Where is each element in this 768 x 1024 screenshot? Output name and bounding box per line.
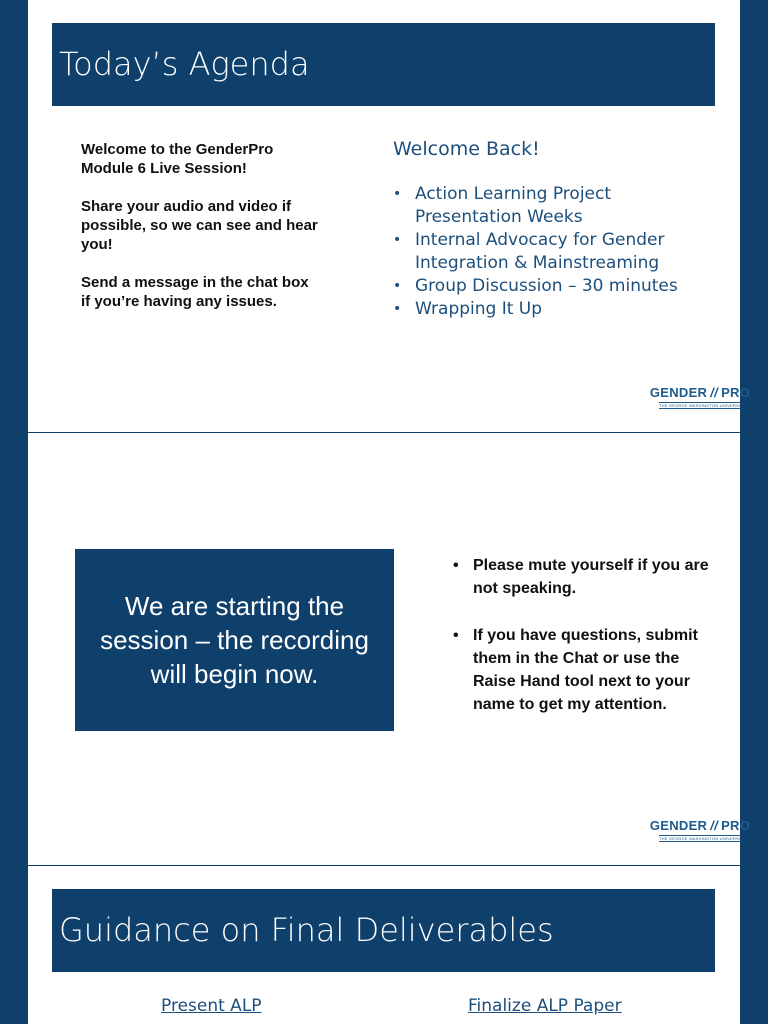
welcome-heading: Welcome Back! [393, 138, 540, 160]
agenda-item: • Internal Advocacy for Gender Integration & Mainstreaming [393, 230, 665, 273]
genderpro-logo: GENDER // PRO THE GEORGE WASHINGTON UNIVERSITY [649, 385, 751, 408]
recording-notice-text: We are starting the session – the recording will begin now. [100, 591, 369, 689]
bullet-icon: • [393, 301, 402, 317]
agenda-item: • Wrapping It Up [393, 299, 543, 319]
genderpro-logo: GENDER // PRO THE GEORGE WASHINGTON UNIVERSITY [649, 818, 751, 841]
instruction-paragraph: Send a message in the chat box if you’re having any issues. [81, 274, 309, 310]
recording-notice-box [75, 549, 394, 731]
agenda-list [393, 183, 723, 321]
slide-session-start [28, 433, 751, 865]
slide-title: Guidance on Final Deliverables [52, 889, 715, 972]
bullet-icon: • [453, 557, 459, 574]
session-rules-list [453, 554, 723, 740]
instruction-paragraph: Welcome to the GenderPro Module 6 Live Session! [81, 141, 274, 177]
bullet-icon: • [393, 278, 402, 294]
agenda-item: • Group Discussion – 30 minutes [393, 276, 678, 296]
finalize-alp-paper-link[interactable]: Finalize ALP Paper [468, 996, 622, 1016]
bullet-icon: • [393, 232, 402, 248]
bullet-icon: • [393, 186, 402, 202]
slide-final-deliverables [28, 866, 740, 1024]
welcome-instructions [81, 140, 321, 330]
rule-item: • If you have questions, submit them in the Chat or use the Raise Hand tool next to your name to get my attention. [453, 624, 723, 716]
bullet-icon: • [453, 627, 459, 644]
slide-title: Today’s Agenda [52, 23, 715, 106]
slide-agenda [28, 0, 751, 432]
instruction-paragraph: Share your audio and video if possible, so we can see and hear you! [81, 198, 318, 253]
rule-item: • Please mute yourself if you are not speaking. [453, 554, 723, 600]
agenda-item: • Action Learning Project Presentation Weeks [393, 184, 612, 227]
present-alp-link[interactable]: Present ALP [161, 996, 262, 1016]
